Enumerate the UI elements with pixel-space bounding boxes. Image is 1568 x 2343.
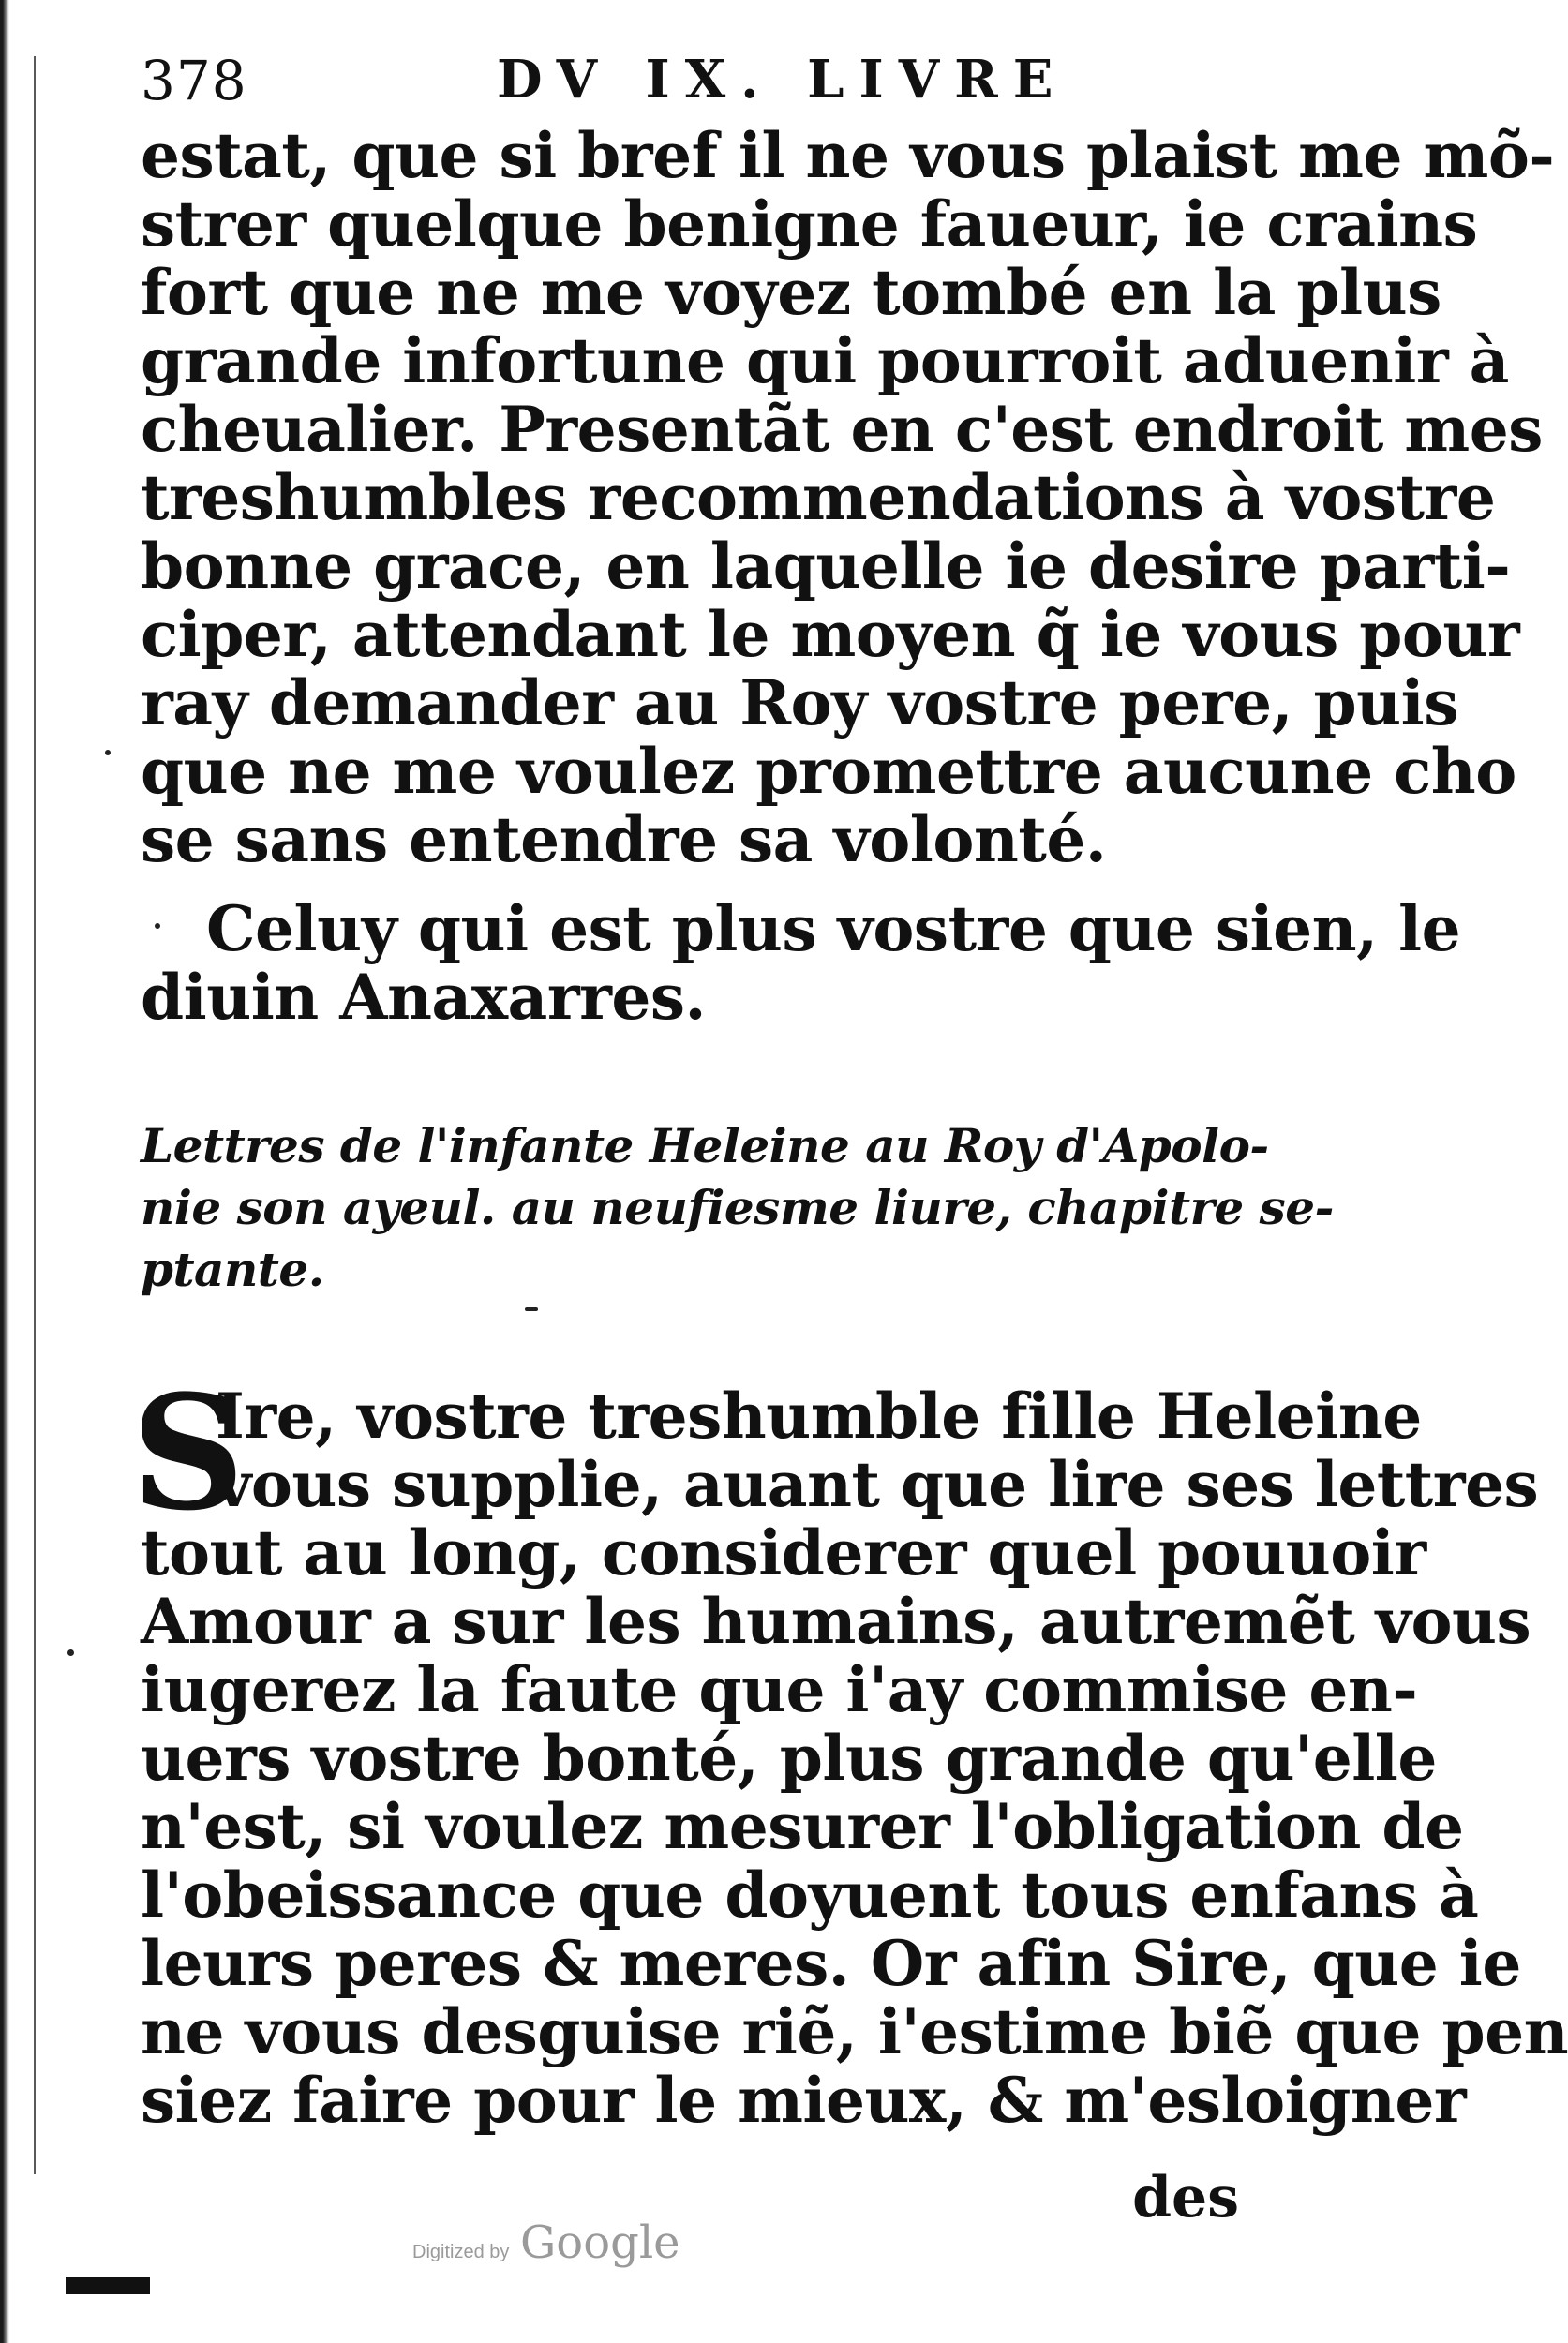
heading-line: ptante.: [141, 1242, 324, 1297]
text-line: ciper, attendant le moyen q̃ ie vous pour: [141, 598, 1520, 671]
text-line: se sans entendre sa volonté.: [141, 803, 1107, 876]
heading-line: nie son ayeul. au neufiesme liure, chapitre se-: [141, 1180, 1334, 1235]
signature-line: diuin Anaxarres.: [141, 961, 706, 1034]
text-line: n'est, si voulez mesurer l'obligation de: [141, 1790, 1464, 1863]
text-line: cheualier. Presentãt en c'est endroit mes: [141, 393, 1543, 466]
ink-speck: [155, 923, 160, 929]
signature: [141, 892, 1461, 1034]
text-line: ray demander au Roy vostre pere, puis: [141, 666, 1458, 739]
ink-blot: [66, 2277, 150, 2294]
gutter-line: [34, 56, 36, 2174]
ink-speck: [105, 750, 111, 755]
section-heading: [141, 1115, 1334, 1301]
page-number: 378: [141, 49, 247, 112]
google-logo: Google: [519, 2216, 680, 2269]
text-line: tout au long, considerer quel pouuoir: [141, 1516, 1426, 1589]
text-line: uers vostre bonté, plus grande qu'elle: [141, 1722, 1437, 1795]
text-line: strer quelque benigne faueur, ie crains: [141, 187, 1478, 261]
text-line: estat, que si bref il ne vous plaist me mõ-: [141, 119, 1555, 192]
text-line: l'obeissance que doyuent tous enfans à: [141, 1858, 1479, 1932]
catchword: des: [1132, 2165, 1239, 2231]
text-line: fort que ne me voyez tombé en la plus: [141, 256, 1441, 329]
text-line: treshumbles recommendations à vostre: [141, 461, 1496, 534]
text-line: ne vous desguise riẽ, i'estime biẽ que pen: [141, 1995, 1568, 2068]
signature-line: Celuy qui est plus vostre que sien, le: [206, 892, 1461, 965]
text-line: Amour a sur les humains, autremẽt vous: [141, 1585, 1531, 1658]
text-line: bonne grace, en laquelle ie desire parti-: [141, 530, 1511, 603]
page-header: [141, 49, 1265, 124]
ink-speck: [67, 1649, 74, 1656]
page-left-edge: [0, 0, 9, 2343]
digitized-label: Digitized by: [412, 2242, 510, 2262]
text-line: Ire, vostre treshumble fille Heleine: [216, 1380, 1422, 1453]
heading-line: Lettres de l'infante Heleine au Roy d'Apolo-: [141, 1118, 1269, 1173]
text-line: que ne me voulez promettre aucune cho: [141, 735, 1516, 808]
text-line: grande infortune qui pourroit aduenir à: [141, 324, 1509, 397]
ink-speck: [525, 1307, 538, 1311]
running-head: DV IX. LIVRE: [497, 49, 1068, 111]
text-line: leurs peres & meres. Or afin Sire, que ie: [141, 1927, 1521, 2000]
text-line: siez faire pour le mieux, & m'esloigner: [141, 2064, 1467, 2137]
text-line: iugerez la faute que i'ay commise en-: [141, 1653, 1418, 1726]
text-line: vous supplie, auant que lire ses lettres: [216, 1448, 1539, 1521]
drop-cap: S: [131, 1360, 246, 1545]
letter-body: [131, 1360, 1568, 2137]
letter-continuation: [141, 119, 1555, 876]
digitization-watermark: [412, 2216, 680, 2269]
